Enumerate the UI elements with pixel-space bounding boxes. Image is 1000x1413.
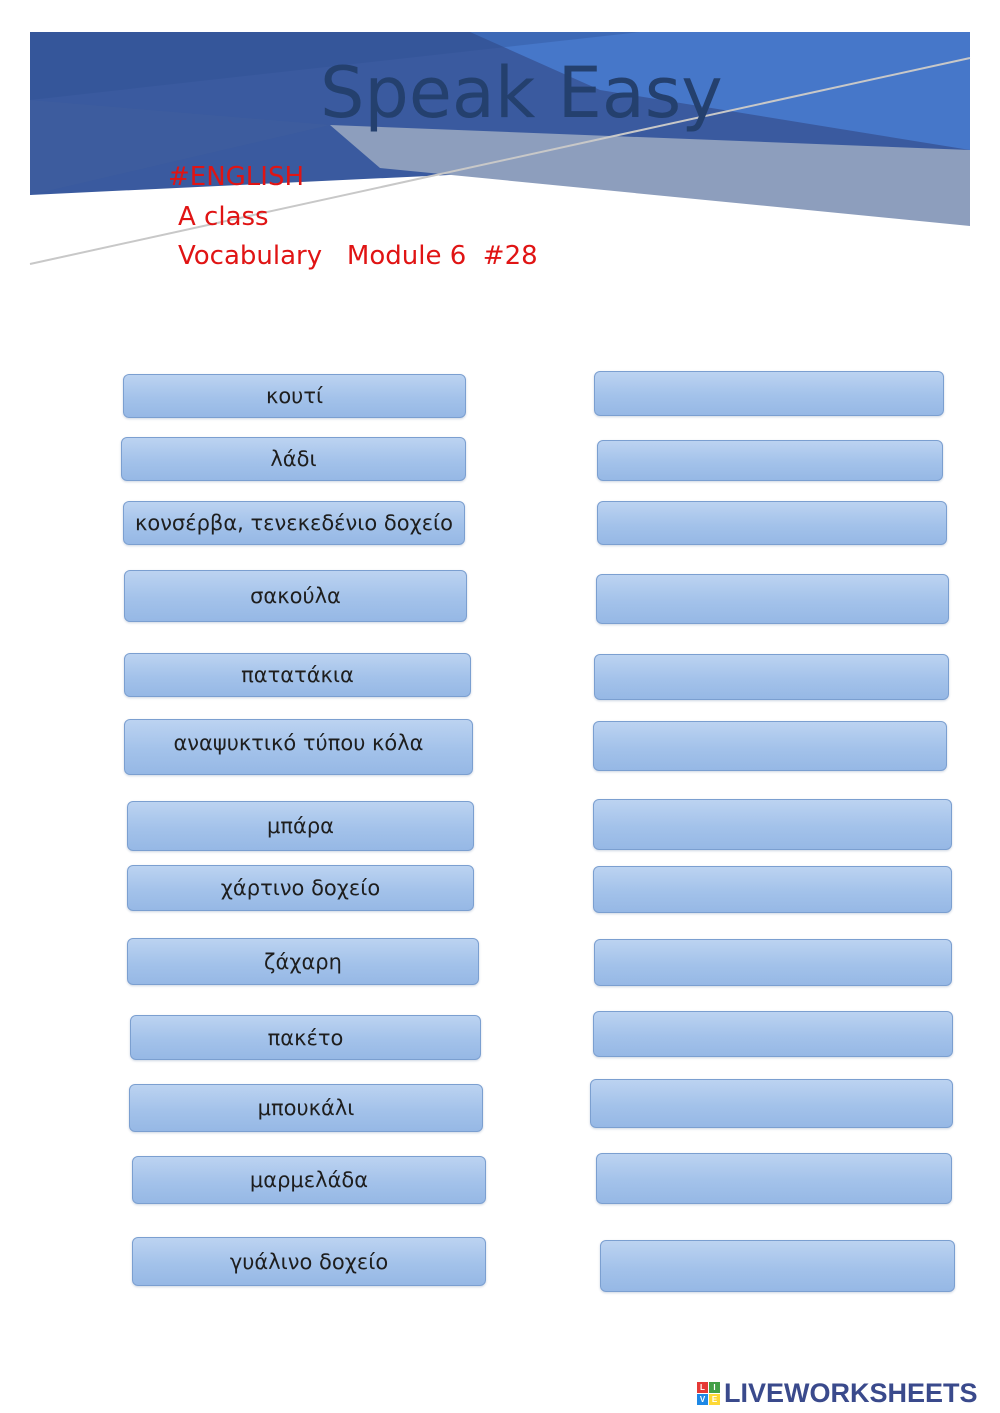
word-box: χάρτινο δοχείο xyxy=(127,865,474,911)
answer-field[interactable] xyxy=(593,1011,953,1057)
word-box: πατατάκια xyxy=(124,653,471,697)
word-box: μπουκάλι xyxy=(129,1084,483,1132)
answer-field[interactable] xyxy=(597,440,943,481)
word-box: κονσέρβα, τενεκεδένιο δοχείο xyxy=(123,501,465,545)
answer-field[interactable] xyxy=(600,1240,955,1292)
word-box: λάδι xyxy=(121,437,466,481)
answer-field[interactable] xyxy=(596,1153,952,1204)
logo-text: LIVEWORKSHEETS xyxy=(724,1377,978,1408)
answer-field[interactable] xyxy=(594,371,944,416)
class-label: A class xyxy=(178,202,269,232)
word-box: αναψυκτικό τύπου κόλα xyxy=(124,719,473,775)
word-box: πακέτο xyxy=(130,1015,481,1060)
word-box: μαρμελάδα xyxy=(132,1156,486,1204)
answer-field[interactable] xyxy=(594,654,949,700)
word-box: σακούλα xyxy=(124,570,467,622)
subject-label: #ENGLISH xyxy=(168,162,305,192)
answer-field[interactable] xyxy=(593,799,952,850)
answer-field[interactable] xyxy=(597,501,947,545)
answer-field[interactable] xyxy=(590,1079,953,1128)
lesson-label: Vocabulary Module 6 #28 xyxy=(178,241,538,271)
liveworksheets-logo xyxy=(697,1378,978,1408)
word-box: μπάρα xyxy=(127,801,474,851)
header-banner xyxy=(0,0,1000,280)
word-box: γυάλινο δοχείο xyxy=(132,1237,486,1286)
word-box: ζάχαρη xyxy=(127,938,479,985)
answer-field[interactable] xyxy=(594,939,952,986)
answer-field[interactable] xyxy=(593,721,947,771)
page-title: Speak Easy xyxy=(320,52,723,134)
answer-field[interactable] xyxy=(596,574,949,624)
logo-grid-icon: L I V E xyxy=(697,1382,720,1405)
answer-field[interactable] xyxy=(593,866,952,913)
word-box: κουτί xyxy=(123,374,466,418)
